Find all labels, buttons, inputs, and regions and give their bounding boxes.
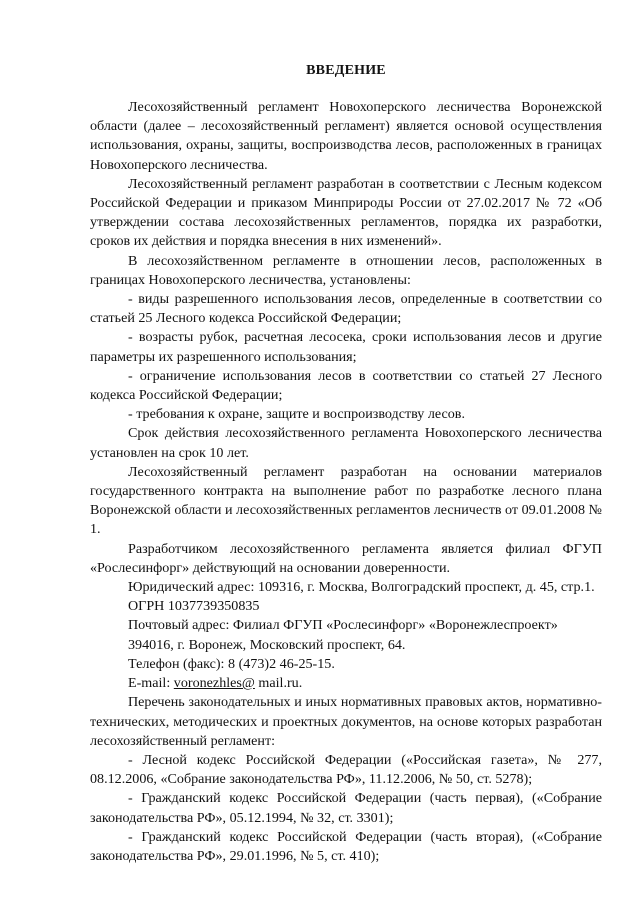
list-item-protection: - требования к охране, защите и воспроизводству лесов. xyxy=(128,406,465,423)
paragraph-intro: Лесохозяйственный регламент Новохоперского лесничества Воронежской области (далее – лесохозяйственный регламент) является основой осуществления использования, охраны, защиты, воспроизводства лесов, расположенных в границах Новохоперского лесничества. xyxy=(90,99,602,173)
list-item-forest-code: - Лесной кодекс Российской Федерации («Российская газета», № 277, 08.12.2006, «Собрание законодательства РФ», 11.12.2006, № 50, ст. 5278); xyxy=(90,751,602,788)
email-label: E-mail: xyxy=(128,675,174,692)
postal-address: Почтовый адрес: Филиал ФГУП «Рослесинфорг» «Воронежлеспроект» xyxy=(128,617,558,634)
list-item-civil-code-part-two: - Гражданский кодекс Российской Федерации (часть вторая), («Собрание законодательства РФ», 29.01.1996, № 5, ст. 410); xyxy=(90,828,602,864)
list-item-use-types: - виды разрешенного использования лесов, определенные в соответствии со статьей 25 Лесного кодекса Российской Федерации; xyxy=(90,291,602,327)
paragraph-basis: Лесохозяйственный регламент разработан в соответствии с Лесным кодексом Российской Федерации и приказом Минприроды России от 27.02.2017 № 72 «Об утверждении состава лесохозяйственных регламентов, порядка их разработки, сроков их действия и порядка внесения в них изменений». xyxy=(90,175,602,250)
page-title: ВВЕДЕНИЕ xyxy=(306,63,386,78)
ogrn-number: ОГРН 1037739350835 xyxy=(128,598,260,615)
list-item-felling-ages: - возрасты рубок, расчетная лесосека, сроки использования лесов и другие параметры их разрешенного использования; xyxy=(90,329,602,365)
paragraph-documents-list: Перечень законодательных и иных нормативных правовых актов, нормативно-технических, методических и проектных документов, на основе которых разработан лесохозяйственный регламент: xyxy=(90,694,602,749)
email-domain: mail.ru. xyxy=(254,675,303,692)
phone-fax: Телефон (факс): 8 (473)2 46-25-15. xyxy=(128,655,335,672)
legal-address: Юридический адрес: 109316, г. Москва, Волгоградский проспект, д. 45, стр.1. xyxy=(128,579,595,596)
postal-address-city: 394016, г. Воронеж, Московский проспект, 64. xyxy=(128,636,406,653)
list-item-restrictions: - ограничение использования лесов в соответствии со статьей 27 Лесного кодекса Российской Федерации; xyxy=(90,367,602,404)
email-line xyxy=(90,674,602,693)
paragraph-established: В лесохозяйственном регламенте в отношении лесов, расположенных в границах Новохоперского лесничества, установлены: xyxy=(90,252,602,288)
paragraph-materials: Лесохозяйственный регламент разработан на основании материалов государственного контракта на выполнение работ по разработке лесного плана Воронежской области и лесохозяйственных регламентов лесничеств от 09.01.2008 № 1. xyxy=(90,463,602,538)
paragraph-developer: Разработчиком лесохозяйственного регламента является филиал ФГУП «Рослесинфорг» действующий на основании доверенности. xyxy=(90,540,602,576)
document-page xyxy=(90,62,602,866)
list-item-civil-code-part-one: - Гражданский кодекс Российской Федерации (часть первая), («Собрание законодательства РФ», 05.12.1994, № 32, ст. 3301); xyxy=(90,790,602,826)
email-link[interactable]: voronezhles@ xyxy=(173,675,255,692)
paragraph-validity: Срок действия лесохозяйственного регламента Новохоперского лесничества установлен на срок 10 лет. xyxy=(90,425,602,461)
